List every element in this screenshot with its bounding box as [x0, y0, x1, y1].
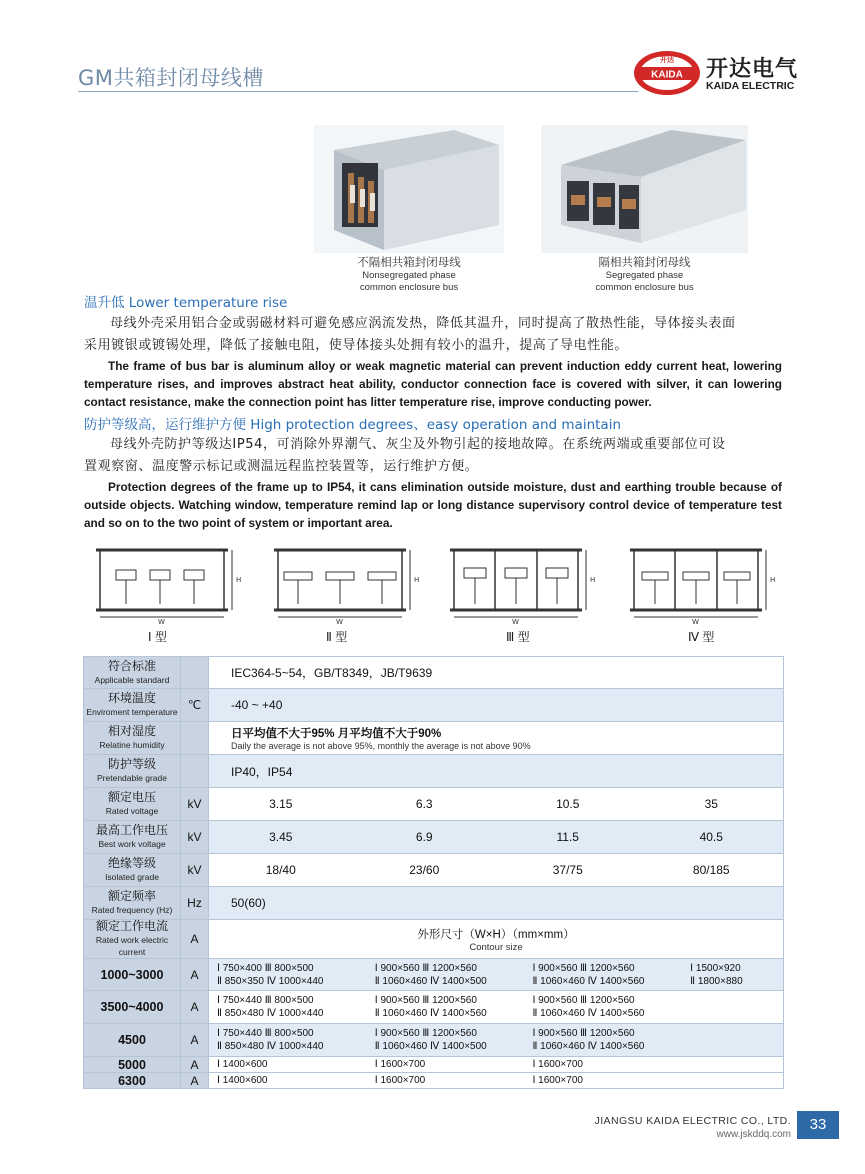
row-dimensions: Ⅰ 1400×600 Ⅰ 1600×700 Ⅰ 1600×700: [209, 1057, 784, 1073]
diagram-type-3: [446, 542, 596, 624]
svg-text:W: W: [336, 618, 343, 624]
row-unit: Hz: [181, 887, 209, 920]
row-label: 环境温度 Enviroment temperature: [84, 689, 181, 722]
table-row: [84, 657, 784, 689]
row-unit: kV: [181, 821, 209, 854]
row-unit: A: [181, 991, 209, 1024]
table-row: [84, 1057, 784, 1073]
logo-text-en: KAIDA ELECTRIC: [706, 80, 795, 92]
row-unit: [181, 755, 209, 788]
diagram-type-4: [626, 542, 776, 624]
section1-en-paragraph: The frame of bus bar is aluminum alloy or weak magnetic material can prevent induction eddy current heat, lowering temperature rises, and improves abstract heat ability, conductor connection face is covered with silver, it can lowering contact resistance, make the connection point has litter temperature rise, improve conducting power.: [84, 359, 782, 409]
section-heading-protection: 防护等级高，运行维护方便 High protection degrees、easy operation and maintain: [84, 417, 622, 433]
footer-company: JIANGSU KAIDA ELECTRIC CO., LTD.: [594, 1115, 791, 1127]
row-label: 6300: [84, 1073, 181, 1089]
table-row: [84, 1073, 784, 1089]
diagram-label-type-3: Ⅲ 型: [506, 630, 530, 644]
page-number: 33: [797, 1111, 839, 1139]
diagram-label-type-2: Ⅱ 型: [326, 630, 348, 644]
svg-text:H: H: [770, 576, 776, 584]
table-row: [84, 689, 784, 722]
section1-cn-line1: 母线外壳采用铝合金或弱磁材料可避免感应涡流发热，降低其温升，同时提高了散热性能，导体接头表面: [110, 316, 736, 331]
table-row: [84, 788, 784, 821]
page-title: GM共箱封闭母线槽: [78, 66, 264, 90]
svg-text:W: W: [158, 618, 165, 624]
svg-text:H: H: [236, 576, 242, 584]
row-value: IEC364-5~54，GB/T8349，JB/T9639: [209, 657, 784, 689]
table-row: [84, 821, 784, 854]
section1-cn-line2: 采用镀银或镀锡处理，降低了接触电阻，使导体接头处拥有较小的温升，提高了导电性能。: [84, 338, 629, 353]
row-label: 符合标准 Applicable standard: [84, 657, 181, 689]
row-unit: A: [181, 959, 209, 991]
footer-website[interactable]: www.jskddq.com: [716, 1129, 791, 1140]
row-dimensions: Ⅰ 1400×600 Ⅰ 1600×700 Ⅰ 1600×700: [209, 1073, 784, 1089]
row-unit: [181, 722, 209, 755]
diagram-type-1: [92, 542, 242, 624]
diagram-type-2: [270, 542, 420, 624]
row-unit: A: [181, 1057, 209, 1073]
row-unit: kV: [181, 854, 209, 887]
row-label: 4500: [84, 1024, 181, 1057]
diagram-label-type-1: Ⅰ 型: [148, 630, 167, 644]
spec-table: [83, 656, 784, 1089]
row-unit: [181, 657, 209, 689]
svg-text:W: W: [512, 618, 519, 624]
row-label: 最高工作电压 Best work voltage: [84, 821, 181, 854]
row-label: 相对湿度 Relatine humidity: [84, 722, 181, 755]
row-label: 额定电压 Rated voltage: [84, 788, 181, 821]
table-row: [84, 1024, 784, 1057]
table-row: [84, 854, 784, 887]
row-value: 50(60): [209, 887, 784, 920]
row-unit: A: [181, 1024, 209, 1057]
table-row: [84, 755, 784, 788]
svg-text:H: H: [414, 576, 420, 584]
table-row: [84, 920, 784, 959]
row-value: 日平均值不大于95% 月平均值不大于90% Daily the average is not above 95%, monthly the average is not above 90%: [209, 722, 784, 755]
row-dimensions: Ⅰ 750×440 Ⅲ 800×500 Ⅱ 850×480 Ⅳ 1000×440 Ⅰ 900×560 Ⅲ 1200×560 Ⅱ 1060×460 Ⅳ 1400×560 Ⅰ 900×560 Ⅲ 1200×560 Ⅱ 1060×460 Ⅳ 1400×560: [209, 991, 784, 1024]
row-label: 3500~4000: [84, 991, 181, 1024]
row-dimensions: Ⅰ 750×440 Ⅲ 800×500 Ⅱ 850×480 Ⅳ 1000×440 Ⅰ 900×560 Ⅲ 1200×560 Ⅱ 1060×460 Ⅳ 1400×500 Ⅰ 900×560 Ⅲ 1200×560 Ⅱ 1060×460 Ⅳ 1400×560: [209, 1024, 784, 1057]
row-label: 绝缘等级 Isolated grade: [84, 854, 181, 887]
table-row: [84, 887, 784, 920]
table-row: [84, 991, 784, 1024]
row-label: 防护等级 Pretendable grade: [84, 755, 181, 788]
row-value: 外形尺寸（W×H）（mm×mm） Contour size: [209, 920, 784, 959]
row-label: 1000~3000: [84, 959, 181, 991]
table-row: [84, 722, 784, 755]
row-values: 3.15 6.3 10.5 35: [209, 788, 784, 821]
section-heading-temperature: 温升低 Lower temperature rise: [84, 295, 288, 311]
section2-cn-line2: 置观察窗、温度警示标记或测温远程监控装置等，运行维护方便。: [84, 459, 479, 474]
svg-text:W: W: [692, 618, 699, 624]
row-values: 18/40 23/60 37/75 80/185: [209, 854, 784, 887]
row-label: 额定频率 Rated frequency (Hz): [84, 887, 181, 920]
logo-text-cn: 开达电气: [706, 57, 799, 82]
row-dimensions: Ⅰ 750×400 Ⅲ 800×500 Ⅱ 850×350 Ⅳ 1000×440 Ⅰ 900×560 Ⅲ 1200×560 Ⅱ 1060×460 Ⅳ 1400×500 Ⅰ 900×560 Ⅲ 1200×560 Ⅱ 1060×460 Ⅳ 1400×560 Ⅰ 1500×920 Ⅱ 1800×880: [209, 959, 784, 991]
row-value: IP40，IP54: [209, 755, 784, 788]
header-rule: [78, 91, 638, 92]
svg-text:开达: 开达: [660, 56, 674, 64]
photo-segregated: [541, 125, 748, 253]
row-unit: kV: [181, 788, 209, 821]
row-value: -40 ~ +40: [209, 689, 784, 722]
table-row: [84, 959, 784, 991]
section2-cn-line1: 母线外壳防护等级达IP54，可消除外界潮气、灰尘及外物引起的接地故障。在系统两端或重要部位可设: [110, 437, 726, 452]
diagram-label-type-4: Ⅳ 型: [688, 630, 715, 644]
row-label: 额定工作电流 Rated work electric current: [84, 920, 181, 959]
photo-nonsegregated: [314, 125, 504, 253]
section2-en-paragraph: Protection degrees of the frame up to IP54, it cans elimination outside moisture, dust and earthing trouble because of outside objects. Watching window, temperature remind lap or long distance supervisory control device of temperature test and so on to the two point of system or important area.: [84, 480, 782, 530]
row-unit: A: [181, 1073, 209, 1089]
svg-text:KAIDA: KAIDA: [651, 69, 683, 81]
photo-caption-segregated: 隔相共箱封闭母线 Segregated phase common enclosure bus: [595, 255, 694, 293]
photo-caption-nonsegregated: 不隔相共箱封闭母线 Nonsegregated phase common enclosure bus: [357, 255, 461, 293]
row-values: 3.45 6.9 11.5 40.5: [209, 821, 784, 854]
svg-text:H: H: [590, 576, 596, 584]
row-unit: A: [181, 920, 209, 959]
row-label: 5000: [84, 1057, 181, 1073]
row-unit: ℃: [181, 689, 209, 722]
